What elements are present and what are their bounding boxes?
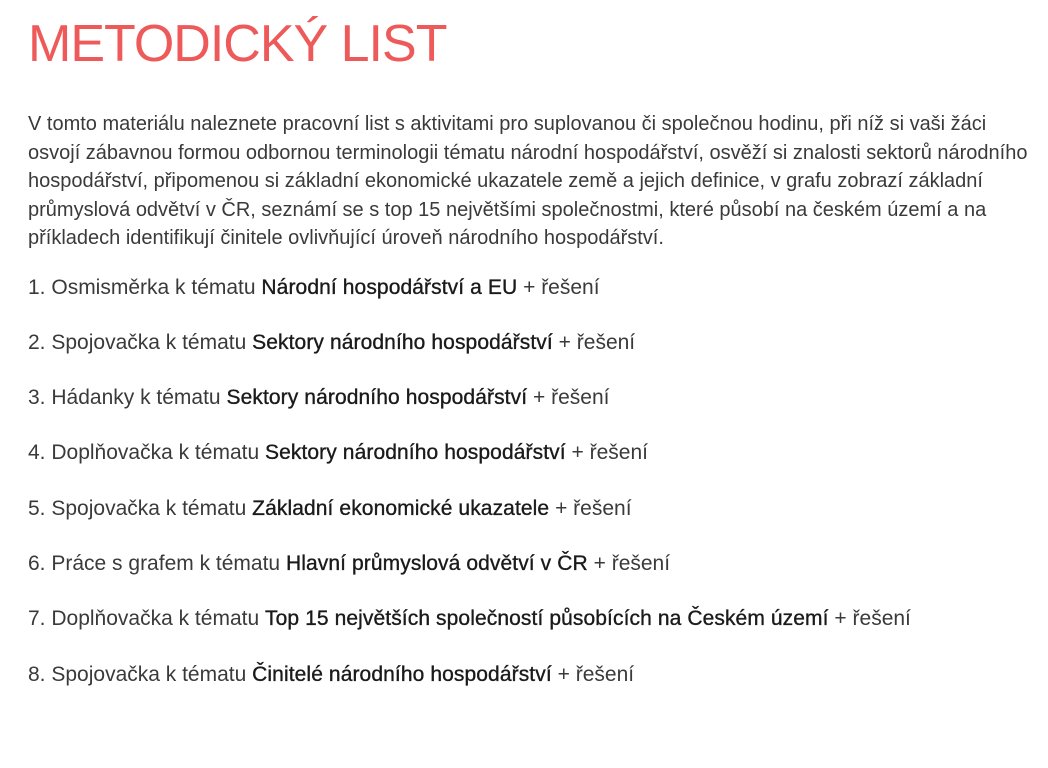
item-solution: řešení: [576, 330, 636, 354]
item-activity: Spojovačka k tématu: [51, 330, 247, 354]
item-solution: řešení: [575, 662, 635, 686]
item-plus: +: [523, 275, 536, 299]
item-solution: řešení: [541, 275, 600, 299]
item-activity: Osmisměrka k tématu: [51, 275, 256, 299]
item-activity: Doplňovačka k tématu: [51, 607, 260, 631]
item-number: 7.: [28, 607, 46, 631]
activity-item: [28, 328, 1038, 358]
item-activity: Spojovačka k tématu: [51, 662, 247, 686]
item-solution: řešení: [611, 551, 671, 575]
item-topic: Základní ekonomické ukazatele: [252, 496, 550, 520]
activity-item: [28, 273, 1038, 303]
item-solution: řešení: [551, 386, 610, 410]
item-plus: +: [834, 607, 847, 631]
item-topic: Sektory národního hospodářství: [264, 441, 566, 465]
intro-paragraph: V tomto materiálu naleznete pracovní list s aktivitami pro suplovanou či společnou hodinu, při níž si vaši žáci osvojí zábavnou formou odbornou terminologii tématu národní hospodářství, osvěží si znalosti sektorů národního hospodářství, připomenou si základní ekonomické ukazatele země a jejich definice, v grafu zobrazí základní průmyslová odvětví v ČR, seznámí se s top 15 největšími společnostmi, které působí na českém území a na příkladech identifikují činitele ovlivňující úroveň národního hospodářství.: [28, 113, 1028, 249]
item-topic: Top 15 největších společností působících na Českém území: [264, 607, 829, 631]
activity-item: [28, 383, 1038, 413]
item-activity: Doplňovačka k tématu: [51, 441, 260, 465]
item-number: 1.: [28, 275, 46, 299]
item-plus: +: [593, 551, 606, 575]
item-plus: +: [571, 441, 584, 465]
item-activity: Hádanky k tématu: [51, 386, 221, 410]
activity-list: [28, 273, 1038, 690]
item-solution: řešení: [589, 441, 648, 465]
item-number: 5.: [28, 496, 46, 520]
activity-item: [28, 604, 1038, 634]
item-topic: Sektory národního hospodářství: [252, 330, 553, 354]
item-topic: Hlavní průmyslová odvětví v ČR: [285, 551, 588, 575]
item-solution: řešení: [852, 607, 911, 631]
activity-item: [28, 660, 1038, 690]
item-topic: Sektory národního hospodářství: [226, 386, 528, 410]
item-activity: Spojovačka k tématu: [51, 496, 247, 520]
item-topic: Činitelé národního hospodářství: [252, 662, 552, 686]
item-topic: Národní hospodářství a EU: [261, 275, 518, 299]
page-title: METODICKÝ LIST: [28, 15, 447, 73]
item-number: 4.: [28, 441, 46, 465]
document-page: [28, 0, 1038, 715]
item-plus: +: [557, 662, 570, 686]
activity-item: [28, 494, 1038, 524]
item-number: 6.: [28, 551, 46, 575]
item-number: 3.: [28, 386, 46, 410]
item-number: 8.: [28, 662, 46, 686]
item-number: 2.: [28, 330, 46, 354]
item-plus: +: [555, 496, 568, 520]
item-activity: Práce s grafem k tématu: [51, 551, 281, 575]
item-solution: řešení: [573, 496, 632, 520]
activity-item: [28, 438, 1038, 468]
item-plus: +: [533, 386, 546, 410]
item-plus: +: [558, 330, 571, 354]
activity-item: [28, 549, 1038, 579]
